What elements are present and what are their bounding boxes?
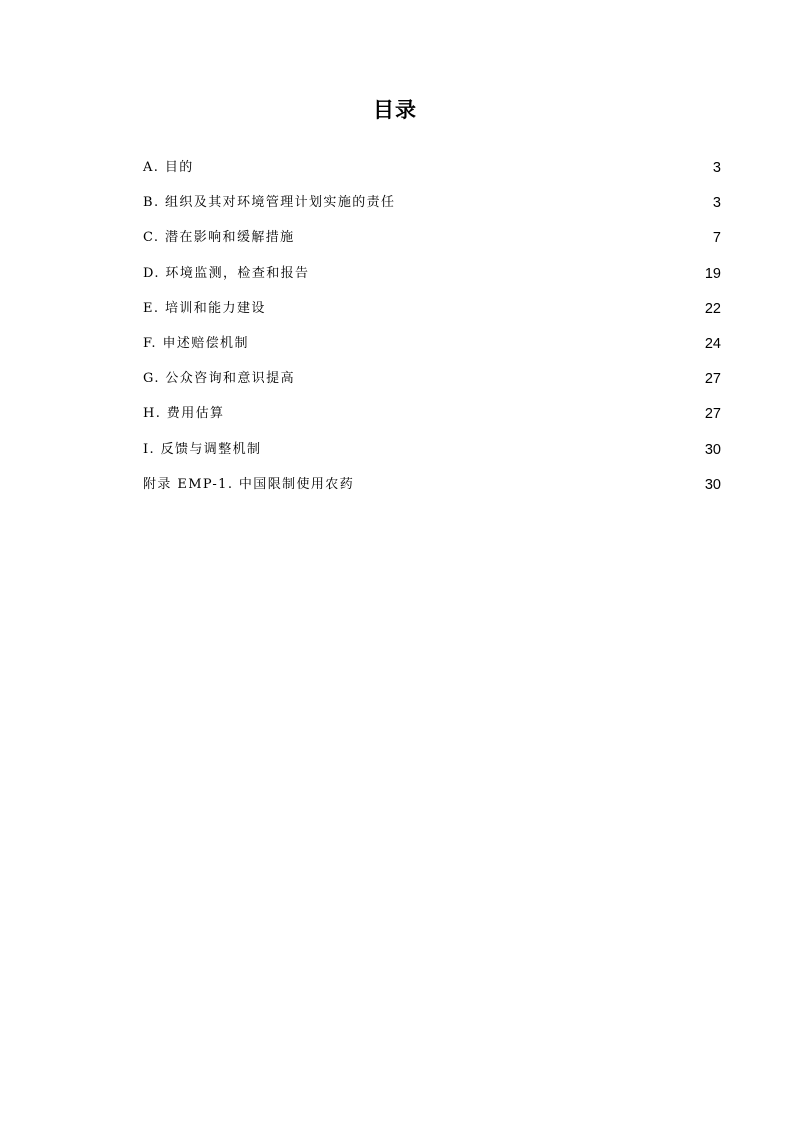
toc-entry	[143, 263, 721, 298]
toc-entry	[143, 403, 721, 438]
toc-entry	[143, 474, 721, 509]
toc-entry-page: 7	[712, 230, 721, 247]
toc-entry-label: B. 组织及其对环境管理计划实施的责任	[143, 195, 396, 211]
toc-entry	[143, 368, 721, 403]
toc-entry-page: 22	[704, 300, 721, 317]
toc-entry	[143, 439, 721, 474]
toc-entry-page: 24	[704, 335, 721, 352]
toc-entry-page: 27	[704, 371, 721, 388]
toc-entry-page: 30	[704, 441, 721, 458]
toc-entry	[143, 192, 721, 227]
toc-entry	[143, 227, 721, 262]
page-title: 目录	[373, 98, 417, 122]
toc-entry-page: 3	[712, 195, 721, 212]
toc-entry-page: 30	[704, 476, 721, 493]
toc-entry-page: 3	[712, 160, 721, 176]
toc-entry-label: H. 费用估算	[143, 406, 225, 422]
toc-entry-page: 27	[704, 406, 721, 423]
toc-entry-label: G. 公众咨询和意识提高	[143, 371, 295, 387]
toc-entry-label: A. 目的	[143, 160, 194, 175]
toc-entry-label: E. 培训和能力建设	[143, 300, 266, 316]
toc-entry	[143, 333, 721, 368]
toc-entry-page: 19	[704, 265, 721, 282]
toc-entry	[143, 157, 721, 192]
toc-entry-label: I. 反馈与调整机制	[143, 441, 262, 457]
toc-entry	[143, 298, 721, 333]
toc-entry-label: F. 申述赔偿机制	[143, 335, 249, 351]
toc-entry-label: C. 潜在影响和缓解措施	[143, 230, 295, 246]
toc-entry-label: 附录 EMP-1. 中国限制使用农药	[143, 476, 355, 492]
toc-entry-label: D. 环境监测，检查和报告	[143, 265, 310, 281]
table-of-contents	[143, 157, 721, 509]
